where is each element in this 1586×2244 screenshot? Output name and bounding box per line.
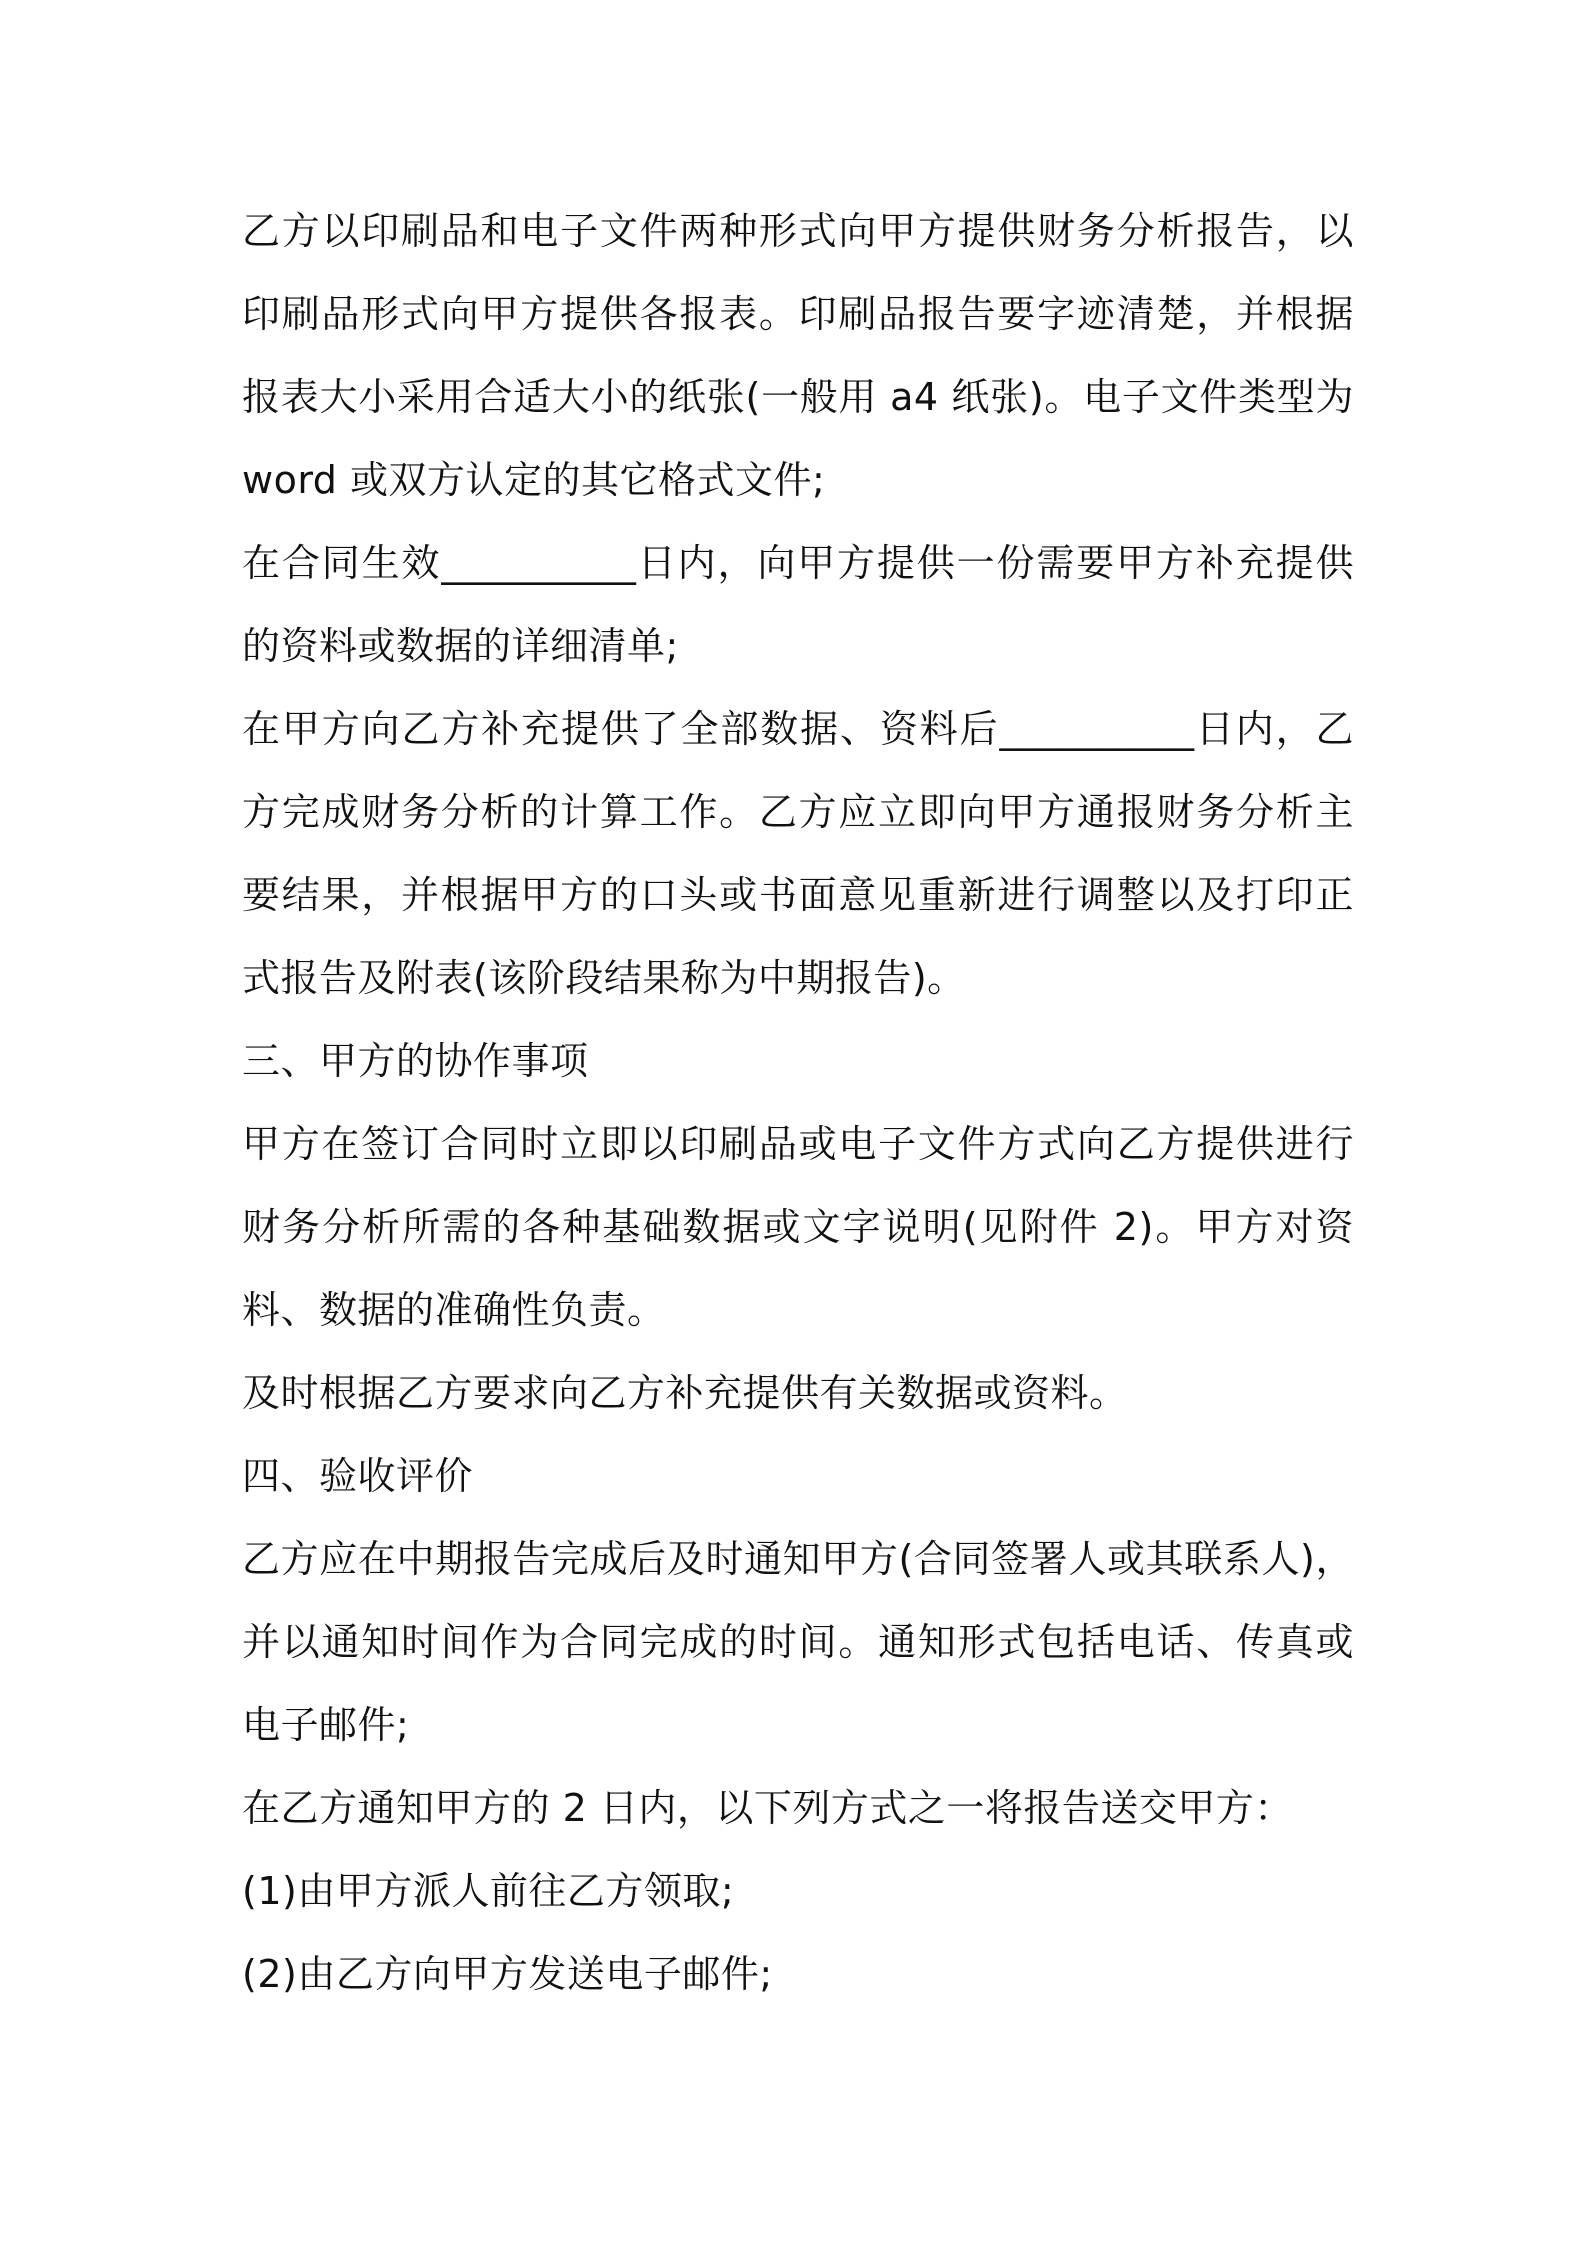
paragraph-supplement-data: 及时根据乙方要求向乙方补充提供有关数据或资料。: [242, 1371, 1128, 1415]
paragraph-calculation-work: 在甲方向乙方补充提供了全部数据、资料后__________日内，乙方完成财务分析的计算工作。乙方应立即向甲方通报财务分析主要结果，并根据甲方的口头或书面意见重新进行调整以及打印正式报告及附表(该阶段结果称为中期报告)。: [242, 707, 1354, 1000]
section-heading-acceptance: 四、验收评价: [242, 1454, 474, 1498]
paragraph-notification: 乙方应在中期报告完成后及时通知甲方(合同签署人或其联系人)，并以通知时间作为合同完成的时间。通知形式包括电话、传真或电子邮件;: [242, 1537, 1354, 1747]
section-heading-cooperation: 三、甲方的协作事项: [242, 1039, 589, 1083]
list-item-email: (2)由乙方向甲方发送电子邮件;: [242, 1952, 773, 1996]
paragraph-report-format: 乙方以印刷品和电子文件两种形式向甲方提供财务分析报告，以印刷品形式向甲方提供各报表。印刷品报告要字迹清楚，并根据报表大小采用合适大小的纸张(一般用 a4 纸张)。电子文件类型为 word 或双方认定的其它格式文件;: [242, 209, 1354, 502]
paragraph-data-list: 在合同生效__________日内，向甲方提供一份需要甲方补充提供的资料或数据的详细清单;: [242, 541, 1354, 668]
document-body: [242, 190, 1354, 2016]
paragraph-delivery: 在乙方通知甲方的 2 日内，以下列方式之一将报告送交甲方：: [242, 1786, 1293, 1830]
paragraph-basic-data: 甲方在签订合同时立即以印刷品或电子文件方式向乙方提供进行财务分析所需的各种基础数据或文字说明(见附件 2)。甲方对资料、数据的准确性负责。: [242, 1122, 1354, 1332]
list-item-pickup: (1)由甲方派人前往乙方领取;: [242, 1869, 735, 1913]
